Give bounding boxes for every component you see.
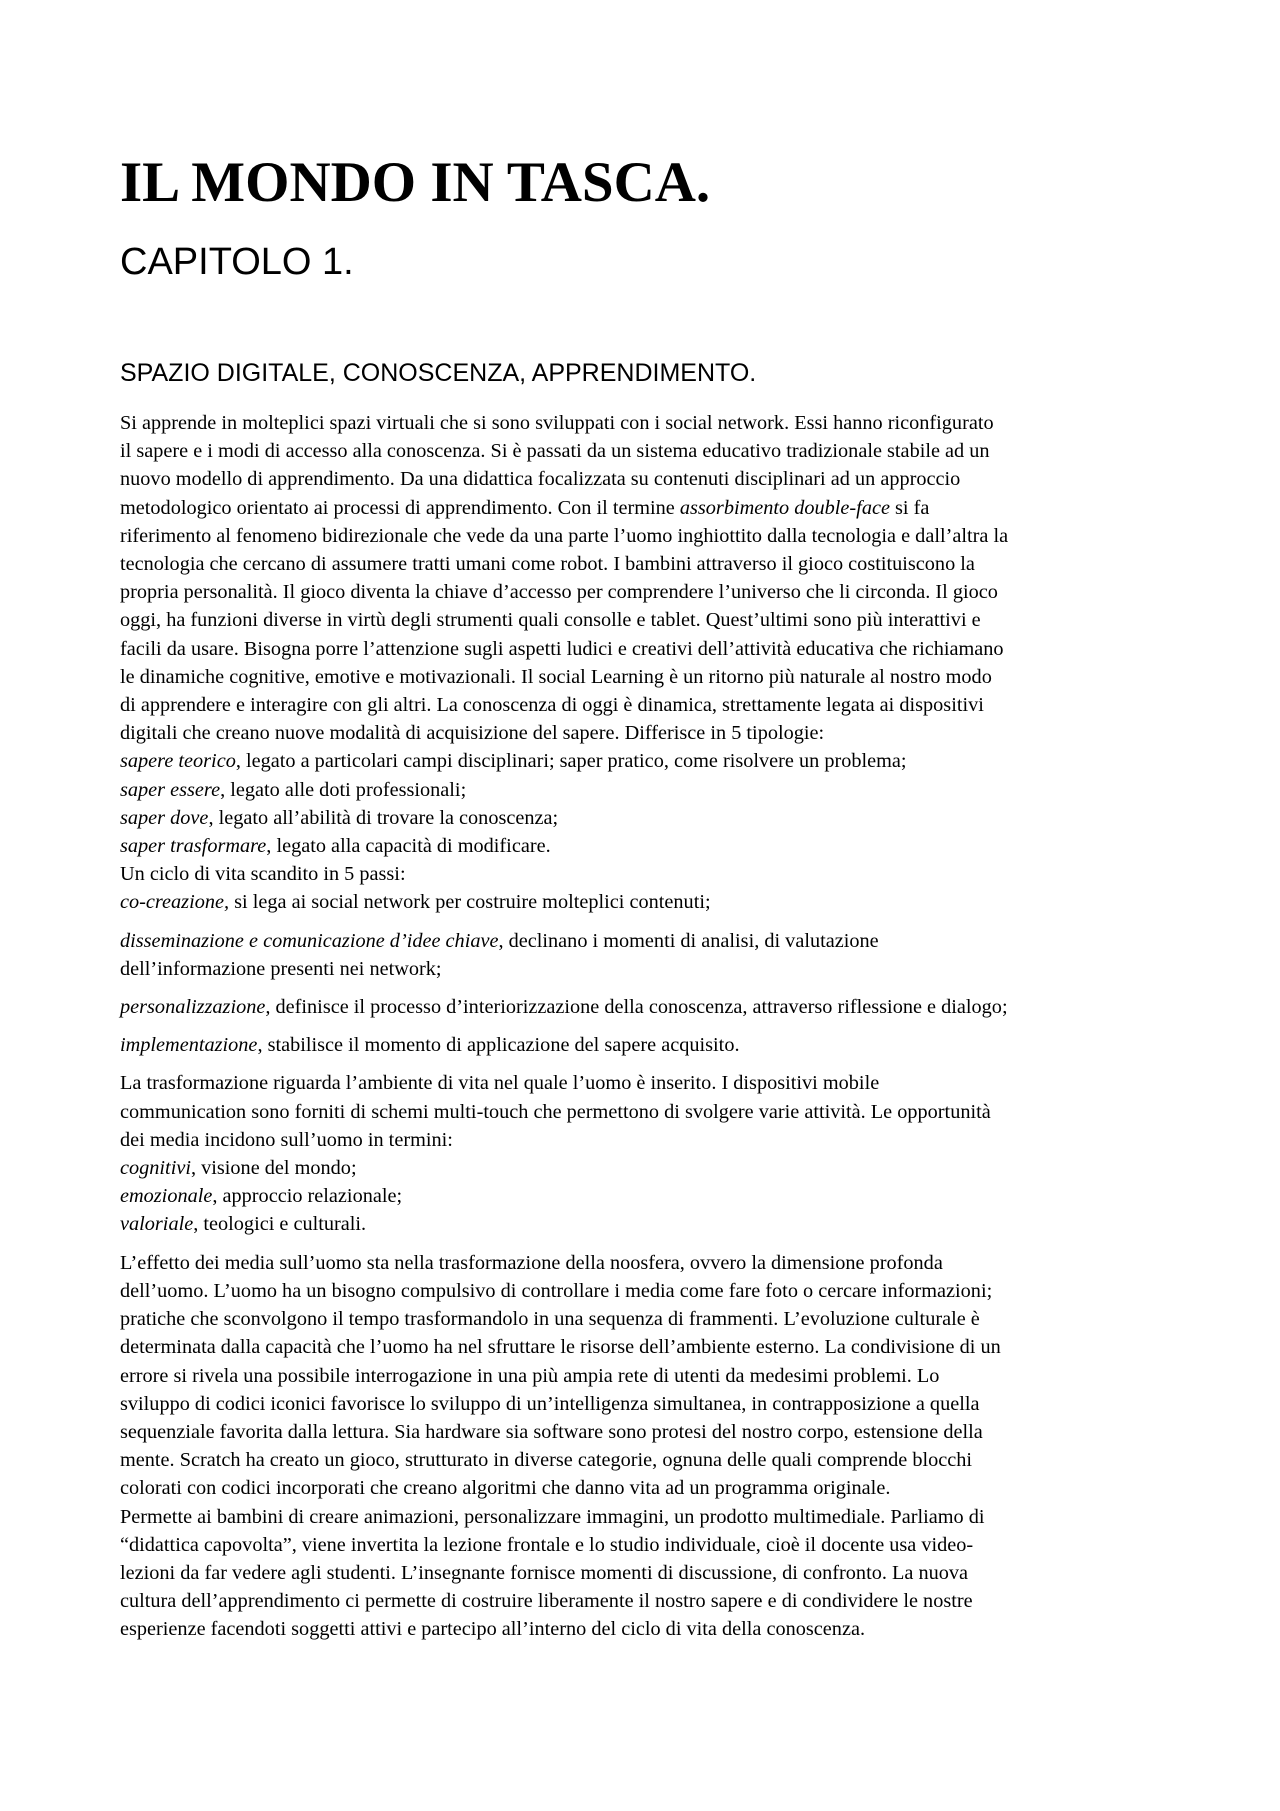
text-run: , teologici e culturali.: [193, 1213, 367, 1236]
paragraph-media-effect: [120, 1249, 1164, 1644]
text-line: “didattica capovolta”, viene invertita la lezione frontale e lo studio individuale, cioè il docente usa video-: [120, 1533, 974, 1556]
text-line: cultura dell’apprendimento ci permette di costruire liberamente il nostro sapere e di condividere le nostre: [120, 1590, 973, 1613]
section-heading: SPAZIO DIGITALE, CONOSCENZA, APPRENDIMENTO.: [120, 359, 757, 387]
paragraph-gap: [120, 917, 1164, 927]
list-item: [120, 1182, 1164, 1210]
text-run: , approccio relazionale;: [212, 1185, 403, 1208]
text-line: il sapere e i modi di accesso alla conoscenza. Si è passati da un sistema educativo tradizionale stabile ad un: [120, 440, 990, 463]
text-line: communication sono forniti di schemi multi-touch che permettono di svolgere varie attività. Le opportunità: [120, 1100, 991, 1123]
list-item: [120, 888, 1164, 916]
list-item: [120, 1031, 1164, 1059]
list-item: [120, 1210, 1164, 1238]
emphasis-term: sapere teorico: [120, 750, 236, 773]
text-run: , stabilisce il momento di applicazione del sapere acquisito.: [257, 1034, 740, 1057]
paragraph-gap: [120, 1239, 1164, 1249]
paragraph-implementation: [120, 1031, 1164, 1059]
text-run: metodologico orientato ai processi di apprendimento. Con il termine: [120, 496, 680, 519]
emphasis-term: saper trasformare: [120, 835, 267, 858]
emphasis-term: cognitivi: [120, 1157, 191, 1180]
emphasis-term: saper essere: [120, 778, 221, 801]
text-run: si fa: [889, 496, 930, 519]
text-line: L’effetto dei media sull’uomo sta nella trasformazione della noosfera, ovvero la dimensione profonda: [120, 1251, 943, 1274]
paragraph-intro: [120, 409, 1164, 917]
text-line: facili da usare. Bisogna porre l’attenzione sugli aspetti ludici e creativi dell’attività educativa che richiamano: [120, 637, 1004, 660]
emphasis-term: co-creazione,: [120, 891, 230, 914]
text-line: sequenziale favorita dalla lettura. Sia hardware sia software sono protesi del nostro corpo, estensione della: [120, 1420, 983, 1443]
text-line: dei media incidono sull’uomo in termini:: [120, 1128, 453, 1151]
text-line: mente. Scratch ha creato un gioco, strutturato in diverse categorie, ognuna delle quali comprende blocchi: [120, 1449, 973, 1472]
text-line: errore si rivela una possibile interrogazione in una più ampia rete di utenti da medesimi problemi. Lo: [120, 1364, 940, 1387]
text-line: determinata dalla capacità che l’uomo ha nel sfruttare le risorse dell’ambiente esterno. La condivisione di un: [120, 1336, 1001, 1359]
paragraph-gap: [120, 983, 1164, 993]
emphasis-term: assorbimento double-face: [679, 496, 890, 519]
text-line: dell’informazione presenti nei network;: [120, 957, 442, 980]
emphasis-term: emozionale: [120, 1185, 213, 1208]
paragraph-personalization: [120, 993, 1164, 1021]
emphasis-term: valoriale: [120, 1213, 194, 1236]
text-line: sviluppo di codici iconici favorisce lo sviluppo di un’intelligenza simultanea, in contrapposizione a quella: [120, 1392, 980, 1415]
text-line: le dinamiche cognitive, emotive e motivazionali. Il social Learning è un ritorno più naturale al nostro modo: [120, 665, 992, 688]
emphasis-term: personalizzazione,: [120, 996, 271, 1019]
text-line: colorati con codici incorporati che creano algoritmi che danno vita ad un programma originale.: [120, 1477, 891, 1500]
paragraph-transformation: [120, 1069, 1164, 1238]
text-line: esperienze facendoti soggetti attivi e partecipo all’interno del ciclo di vita della conoscenza.: [120, 1618, 866, 1641]
document-body: [120, 409, 1164, 1644]
list-item: [120, 927, 1164, 955]
text-run: , legato alla capacità di modificare.: [266, 835, 551, 858]
text-line: oggi, ha funzioni diverse in virtù degli strumenti quali consolle e tablet. Quest’ultimi sono più interattivi e: [120, 609, 981, 632]
document-title: IL MONDO IN TASCA.: [120, 151, 711, 214]
list-item: [120, 1154, 1164, 1182]
emphasis-term: disseminazione e comunicazione d’idee chiave: [120, 929, 499, 952]
text-line: riferimento al fenomeno bidirezionale che vede da una parte l’uomo inghiottito dalla tecnologia e dall’altra la: [120, 524, 1009, 547]
text-run: , legato a particolari campi disciplinari; saper pratico, come risolvere un problema;: [235, 750, 907, 773]
list-item: [120, 832, 1164, 860]
text-line: La trasformazione riguarda l’ambiente di vita nel quale l’uomo è inserito. I dispositivi mobile: [120, 1072, 880, 1095]
list-item: [120, 993, 1164, 1021]
text-line: nuovo modello di apprendimento. Da una didattica focalizzata su contenuti disciplinari ad un approccio: [120, 468, 961, 491]
text-line: di apprendere e interagire con gli altri. La conoscenza di oggi è dinamica, strettamente legata ai dispositivi: [120, 694, 984, 717]
paragraph-gap: [120, 1059, 1164, 1069]
text-line: Permette ai bambini di creare animazioni, personalizzare immagini, un prodotto multimediale. Parliamo di: [120, 1505, 985, 1528]
list-item: [120, 804, 1164, 832]
text-line: [120, 494, 1164, 522]
paragraph-dissemination: [120, 927, 1164, 983]
list-item: [120, 747, 1164, 775]
text-line: lezioni da far vedere agli studenti. L’insegnante fornisce momenti di discussione, di confronto. La nuova: [120, 1561, 969, 1584]
paragraph-gap: [120, 1021, 1164, 1031]
text-run: , visione del mondo;: [190, 1157, 357, 1180]
text-line: propria personalità. Il gioco diventa la chiave d’accesso per comprendere l’universo che li circonda. Il gioco: [120, 581, 998, 604]
list-item: [120, 776, 1164, 804]
text-line: digitali che creano nuove modalità di acquisizione del sapere. Differisce in 5 tipologie:: [120, 722, 825, 745]
text-line: Un ciclo di vita scandito in 5 passi:: [120, 863, 406, 886]
text-run: definisce il processo d’interiorizzazione della conoscenza, attraverso riflessione e dialogo;: [270, 996, 1008, 1019]
text-run: , legato all’abilità di trovare la conoscenza;: [208, 806, 559, 829]
text-run: si lega ai social network per costruire molteplici contenuti;: [229, 891, 711, 914]
emphasis-term: implementazione: [120, 1034, 258, 1057]
text-line: dell’uomo. L’uomo ha un bisogno compulsivo di controllare i media come fare foto o cercare informazioni;: [120, 1279, 993, 1302]
text-line: Si apprende in molteplici spazi virtuali che si sono sviluppati con i social network. Essi hanno riconfigurato: [120, 412, 994, 434]
text-run: , legato alle doti professionali;: [220, 778, 467, 801]
emphasis-term: saper dove: [120, 806, 209, 829]
text-line: pratiche che sconvolgono il tempo trasformandolo in una sequenza di frammenti. L’evoluzione culturale è: [120, 1308, 980, 1331]
text-run: , declinano i momenti di analisi, di valutazione: [498, 929, 879, 952]
text-line: tecnologia che cercano di assumere tratti umani come robot. I bambini attraverso il gioco costituiscono la: [120, 553, 975, 576]
chapter-heading: CAPITOLO 1.: [120, 241, 354, 283]
